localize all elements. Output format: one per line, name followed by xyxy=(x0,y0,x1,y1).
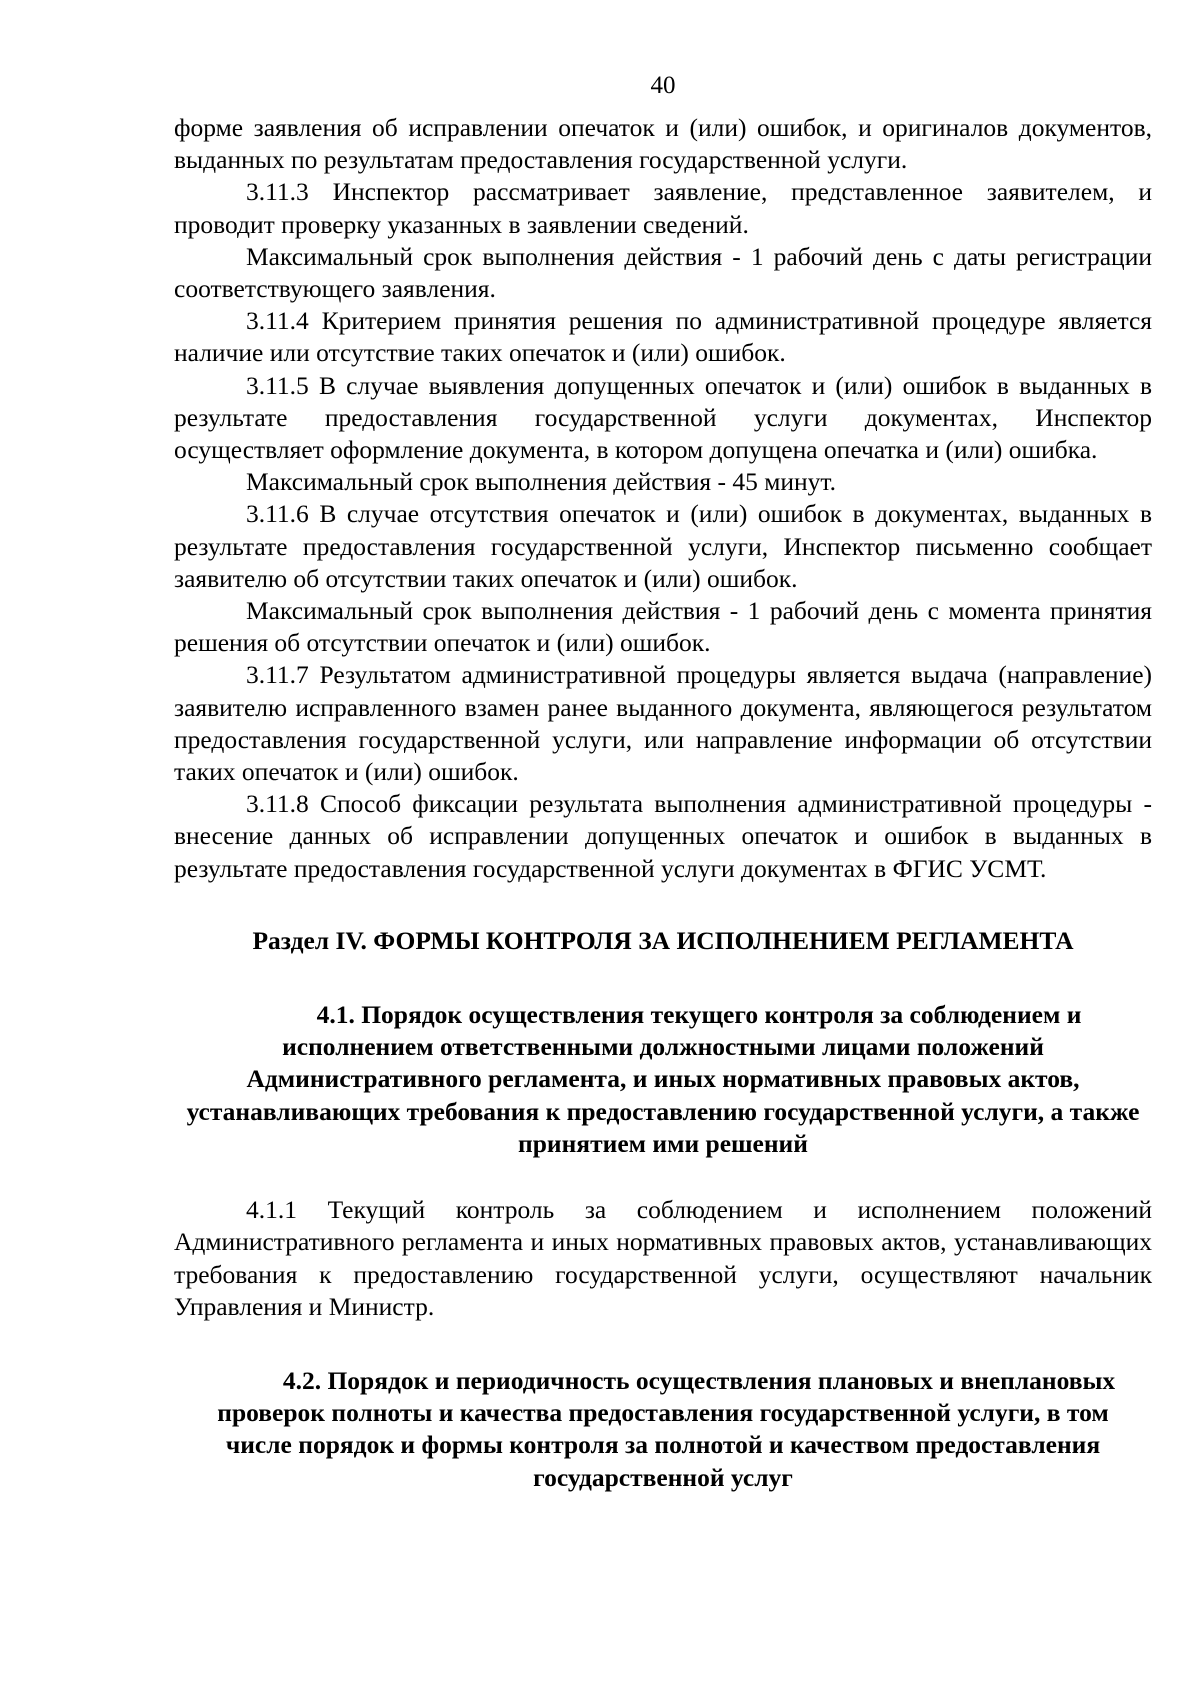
paragraph-3-11-5: 3.11.5 В случае выявления допущенных опечаток и (или) ошибок в выданных в результате предоставления государственной услуги документах, Инспектор осуществляет оформление документа, в котором допущена опечатка и (или) ошибка. xyxy=(174,370,1152,465)
document-page xyxy=(174,70,1152,1494)
paragraph-continuation: форме заявления об исправлении опечаток и (или) ошибок, и оригиналов документов, выданных по результатам предоставления государственной услуги. xyxy=(174,113,1152,175)
paragraph-3-11-7: 3.11.7 Результатом административной процедуры является выдача (направление) заявителю исправленного взамен ранее выданного документа, являющегося результатом предоставления государственной услуги, или направление информации об отсутствии таких опечаток и (или) ошибок. xyxy=(174,660,1152,787)
paragraph-max-term-3: Максимальный срок выполнения действия - 1 рабочий день с момента принятия решения об отсутствии опечаток и (или) ошибок. xyxy=(174,596,1152,658)
subsection-4-1-title: 4.1. Порядок осуществления текущего контроля за соблюдением и исполнением ответственными должностными лицами положений Административного регламента, и иных нормативных правовых актов, устанавливающих требования к предоставлению государственной услуги, а также принятием ими решений xyxy=(186,1000,1140,1158)
paragraph-4-1-1: 4.1.1 Текущий контроль за соблюдением и исполнением положений Административного регламента и иных нормативных правовых актов, устанавливающих требования к предоставлению государственной услуги, осуществляют начальник Управления и Министр. xyxy=(174,1195,1152,1321)
page-number: 40 xyxy=(650,72,676,99)
paragraph-3-11-8: 3.11.8 Способ фиксации результата выполнения административной процедуры - внесение данных об исправлении допущенных опечаток и ошибок в выданных в результате предоставления государственной услуги документах в ФГИС УСМТ. xyxy=(174,789,1152,883)
section-title: Раздел IV. ФОРМЫ КОНТРОЛЯ ЗА ИСПОЛНЕНИЕМ РЕГЛАМЕНТА xyxy=(252,925,1074,955)
paragraph-3-11-3: 3.11.3 Инспектор рассматривает заявление, представленное заявителем, и проводит проверку указанных в заявлении сведений. xyxy=(174,177,1152,239)
paragraph-max-term-2: Максимальный срок выполнения действия - 45 минут. xyxy=(246,467,836,497)
paragraph-3-11-6: 3.11.6 В случае отсутствия опечаток и (или) ошибок в документах, выданных в результате предоставления государственной услуги, Инспектор письменно сообщает заявителю об отсутствии таких опечаток и (или) ошибок. xyxy=(174,499,1152,593)
paragraph-3-11-4: 3.11.4 Критерием принятия решения по административной процедуре является наличие или отсутствие таких опечаток и (или) ошибок. xyxy=(174,306,1152,368)
paragraph-max-term-1: Максимальный срок выполнения действия - 1 рабочий день с даты регистрации соответствующего заявления. xyxy=(174,241,1152,304)
subsection-4-2-title: 4.2. Порядок и периодичность осуществления плановых и внеплановых проверок полноты и качества предоставления государственной услуги, в том числе порядок и формы контроля за полнотой и качеством предоставления государственной услуг xyxy=(217,1365,1116,1492)
